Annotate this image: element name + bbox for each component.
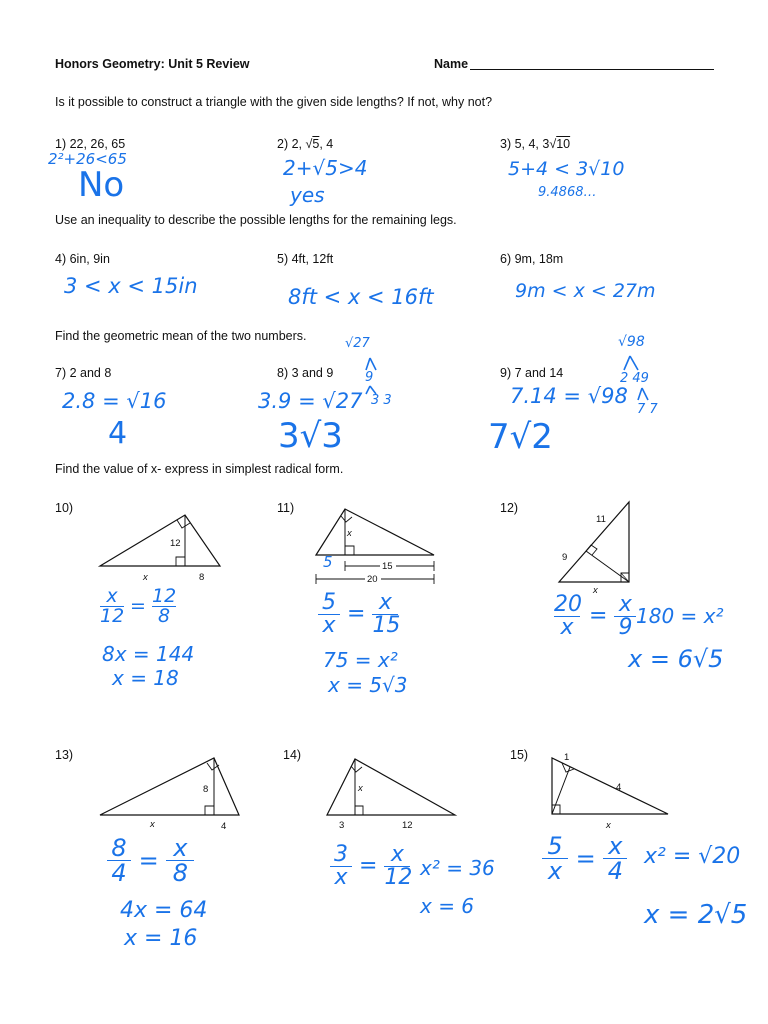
answer-15-work: x² = √20 (644, 844, 741, 869)
problem-10: 10) (55, 501, 74, 515)
problem-11: 11) (277, 501, 295, 515)
figure-12-x-label: x (593, 585, 598, 596)
problem-5: 5) 4ft, 12ft (277, 252, 334, 266)
answer-8: 3√3 (278, 416, 343, 456)
problem-12: 12) (500, 501, 519, 515)
answer-15: x = 2√5 (644, 900, 748, 930)
figure-10-altitude-label: 12 (170, 538, 181, 549)
figure-12-hyp-label: 11 (596, 514, 606, 525)
answer-11-work: 75 = x² (323, 648, 398, 672)
figure-13-altitude-label: 8 (203, 784, 209, 795)
answer-8-factor-top: √27 (345, 336, 370, 351)
figure-11-triangle (312, 505, 442, 585)
answer-9-factor-bottom: 7 7 (637, 402, 658, 417)
figure-12-leg-label: 9 (562, 552, 568, 563)
answer-9-work: 7.14 = √98 (510, 384, 628, 408)
problem-1: 1) 22, 26, 65 (55, 137, 126, 151)
answer-7-work: 2.8 = √16 (62, 389, 167, 413)
instruction-simplest-radical: Find the value of x- express in simplest radical form. (55, 462, 344, 476)
answer-5: 8ft < x < 16ft (288, 285, 434, 309)
problem-4: 4) 6in, 9in (55, 252, 110, 266)
figure-14-x-label: x (358, 783, 363, 794)
figure-15-triangle (548, 752, 673, 831)
problem-2: 2) 2, √5, 4 (277, 137, 334, 151)
answer-14-work: x² = 36 (420, 856, 495, 880)
answer-4: 3 < x < 15in (64, 274, 198, 298)
problem-6: 6) 9m, 18m (500, 252, 564, 266)
figure-10-x-label: x (143, 572, 148, 583)
name-label: Name (434, 57, 469, 71)
figure-14-long-segment-label: 12 (402, 820, 413, 831)
factor-tree-8-icon (330, 340, 410, 410)
answer-1: No (78, 165, 125, 205)
figure-11-annotation: 5 (323, 553, 333, 571)
figure-15-x-label: x (606, 820, 611, 831)
instruction-geometric-mean: Find the geometric mean of the two numbers. (55, 329, 307, 343)
answer-13: x = 16 (124, 926, 198, 951)
answer-8-factor-bottom: 3 3 (371, 393, 392, 408)
figure-14-short-segment-label: 3 (339, 820, 345, 831)
answer-9-factor-top: √98 (618, 334, 645, 350)
figure-12-triangle (555, 498, 635, 596)
answer-13-proportion: $\frac{8}{4}$ = $\frac{x}{8}$ (107, 836, 194, 885)
problem-9: 9) 7 and 14 (500, 366, 564, 380)
figure-15-segment-a-label: 1 (564, 752, 570, 763)
answer-12-work: 180 = x² (636, 604, 724, 628)
problem-15: 15) (510, 748, 529, 762)
answer-2-work: 2+√5>4 (283, 156, 368, 180)
worksheet-title: Honors Geometry: Unit 5 Review (55, 57, 250, 71)
factor-tree-9-icon (610, 350, 670, 410)
answer-3-work: 5+4 < 3√10 (508, 158, 625, 180)
answer-10-work: 8x = 144 (102, 642, 195, 666)
answer-9: 7√2 (488, 417, 553, 457)
answer-9-factor-mid: 2 49 (620, 371, 649, 386)
answer-10: x = 18 (112, 666, 179, 690)
instruction-inequality: Use an inequality to describe the possible lengths for the remaining legs. (55, 213, 457, 227)
problem-7: 7) 2 and 8 (55, 366, 112, 380)
answer-7: 4 (108, 416, 128, 451)
figure-13-x-label: x (150, 819, 155, 830)
answer-10-proportion: $\frac{x}{12}$ = $\frac{12}{8}$ (100, 585, 177, 627)
figure-13-triangle (96, 755, 246, 830)
answer-1-work: 2²+26<65 (48, 150, 127, 168)
answer-6: 9m < x < 27m (515, 280, 656, 302)
answer-11: x = 5√3 (328, 673, 408, 697)
answer-14-proportion: $\frac{3}{x}$ = $\frac{x}{12}$ (330, 844, 410, 889)
problem-14: 14) (283, 748, 302, 762)
answer-12: x = 6√5 (628, 645, 724, 673)
answer-15-proportion: $\frac{5}{x}$ = $\frac{x}{4}$ (542, 834, 627, 883)
figure-14-triangle (322, 755, 462, 830)
answer-11-proportion: $\frac{5}{x}$ = $\frac{x}{15}$ (318, 592, 398, 637)
figure-11-segment-label: 15 (382, 561, 393, 572)
figure-10-triangle (95, 508, 230, 583)
figure-10-segment-label: 8 (199, 572, 205, 583)
answer-12-proportion: $\frac{20}{x}$ = $\frac{x}{9}$ (554, 594, 636, 639)
answer-14: x = 6 (420, 894, 475, 918)
answer-13-work: 4x = 64 (120, 898, 208, 923)
answer-8-factor-mid: 9 (365, 370, 374, 385)
answer-8-work: 3.9 = √27 (258, 389, 363, 413)
figure-15-segment-b-label: 4 (616, 782, 622, 793)
problem-3: 3) 5, 4, 3√10 (500, 137, 571, 151)
name-field[interactable] (470, 69, 714, 70)
instruction-triangle-inequality: Is it possible to construct a triangle with the given side lengths? If not, why not? (55, 95, 493, 109)
problem-8: 8) 3 and 9 (277, 366, 334, 380)
answer-3: 9.4868… (538, 185, 597, 200)
figure-11-x-label: x (347, 528, 352, 539)
answer-2: yes (290, 183, 325, 207)
figure-13-segment-label: 4 (221, 821, 227, 832)
problem-13: 13) (55, 748, 74, 762)
figure-11-total-label: 20 (367, 574, 378, 585)
